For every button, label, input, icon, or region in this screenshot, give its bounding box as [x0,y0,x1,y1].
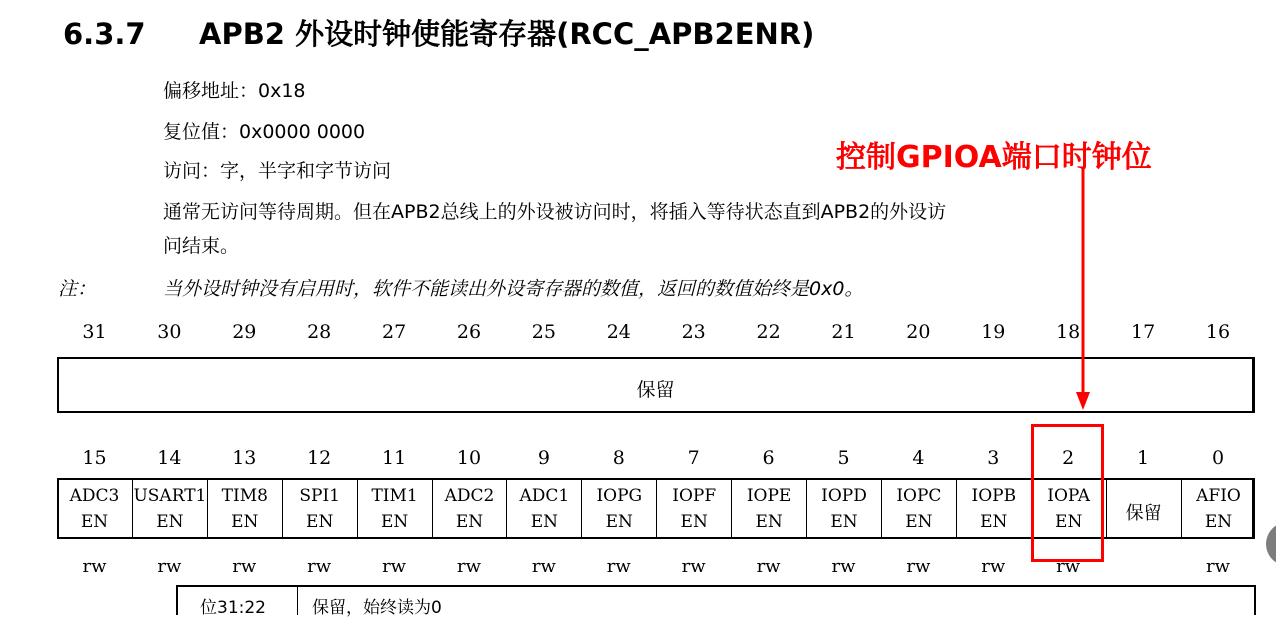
register-field-cell [207,478,282,539]
access-label: rw [681,556,706,577]
bit-number: 10 [456,447,482,469]
register-field-cell [282,478,357,539]
offset-address: 偏移地址：0x18 [163,80,306,102]
bit-number: 21 [831,321,856,343]
field-name: ADC2 [444,486,495,506]
field-name: IOPD [821,486,867,506]
access-type: 访问：字，半字和字节访问 [163,160,392,182]
field-suffix: EN [830,512,858,532]
access-label: rw [307,556,332,577]
register-field-cell [881,478,956,539]
register-field-cell [956,478,1031,539]
access-label: rw [606,556,631,577]
bit-number: 19 [981,321,1006,343]
register-field-cell [432,478,507,539]
bit-number: 12 [307,447,332,469]
bit-number: 24 [606,321,631,343]
field-name: USART1 [133,486,207,506]
bit-number: 15 [82,447,107,469]
bit-range-cell: 位31:22 [200,598,266,618]
bit-number: 25 [531,321,556,343]
iopa-highlight-box [1031,424,1104,562]
access-label: rw [906,556,931,577]
field-suffix: EN [156,512,184,532]
field-name: IOPB [971,486,1017,506]
bit-description-table [176,585,1256,618]
register-field-cell [506,478,581,539]
section-number: 6.3.7 [63,17,146,51]
section-title [63,12,814,53]
field-suffix: EN [306,512,334,532]
access-label: rw [82,556,107,577]
access-label: rw [382,556,407,577]
bit-number: 5 [837,447,850,469]
field-suffix: EN [380,512,409,532]
register-field-cell [731,478,806,539]
reset-value: 复位值：0x0000 0000 [163,121,366,143]
bit-description-cell: 保留，始终读为0 [312,598,442,618]
register-field-cell [1181,478,1256,539]
access-label: rw [157,556,182,577]
field-name: IOPF [672,486,717,506]
bit-number: 3 [987,447,1000,469]
field-suffix: EN [905,512,933,532]
field-name: TIM8 [221,486,268,506]
note-text: 当外设时钟没有启用时，软件不能读出外设寄存器的数值，返回的数值始终是0x0。 [163,278,864,300]
bit-number: 22 [756,321,781,343]
bit-number: 16 [1205,321,1231,343]
field-suffix: EN [980,512,1008,532]
field-name: IOPG [596,486,643,506]
bit-number: 13 [232,447,257,469]
register-field-cell [806,478,881,539]
access-label: rw [981,556,1006,577]
field-name: SPI1 [299,486,340,506]
field-name: TIM1 [371,486,418,506]
field-suffix: EN [1055,512,1083,532]
field-name: AFIO [1196,486,1241,506]
bit-number: 2 [1062,447,1075,469]
bit-number: 7 [687,447,700,469]
bit-number: 27 [382,321,407,343]
field-reserved-label: 保留 [1125,503,1162,524]
bit-number: 29 [232,321,257,343]
field-suffix: EN [605,512,633,532]
field-name: IOPC [896,486,942,506]
field-suffix: EN [80,512,109,532]
bit-number: 14 [157,447,182,469]
bit-number: 11 [382,447,407,469]
access-label: rw [456,556,481,577]
scroll-circle-icon[interactable] [1266,522,1276,566]
register-field-cell [57,478,132,539]
bit-number: 30 [157,321,182,343]
field-suffix: EN [530,512,559,532]
field-suffix: EN [455,512,484,532]
access-label: rw [831,556,856,577]
bit-number: 9 [537,447,550,469]
bit-number: 31 [82,321,107,343]
section-heading-text: APB2 外设时钟使能寄存器(RCC_APB2ENR) [199,17,815,51]
access-label: rw [1056,556,1081,577]
annotation-label: 控制GPIOA端口时钟位 [836,140,1152,175]
field-name: ADC1 [519,486,570,506]
wait-state-line-2: 问结束。 [163,235,240,257]
register-field-cell [1106,478,1181,539]
bit-number: 6 [762,447,775,469]
bit-number: 17 [1131,321,1156,343]
field-suffix: EN [1204,512,1233,532]
field-name: IOPA [1047,486,1091,506]
bit-number: 18 [1056,321,1081,343]
bit-number: 8 [612,447,625,469]
table-divider [297,587,298,615]
bit-number: 4 [912,447,925,469]
bit-number: 0 [1211,447,1225,469]
field-name: IOPE [746,486,792,506]
register-field-cell [656,478,731,539]
bit-number: 20 [906,321,931,343]
access-label: rw [531,556,556,577]
access-label: rw [756,556,781,577]
access-label: rw [1205,556,1230,577]
field-suffix: EN [680,512,708,532]
register-field-cell [357,478,432,539]
field-name: ADC3 [69,486,120,506]
field-suffix: EN [231,512,259,532]
register-field-cell [581,478,656,539]
bit-number: 28 [307,321,332,343]
note-label: 注： [58,278,97,300]
wait-state-line-1: 通常无访问等待周期。但在APB2总线上的外设被访问时，将插入等待状态直到APB2的外设访 [163,201,947,223]
bit-number: 23 [681,321,706,343]
access-label: rw [232,556,257,577]
field-suffix: EN [755,512,783,532]
register-field-cell [132,478,207,539]
bit-number: 1 [1137,447,1150,469]
arrow-down-icon [1076,168,1090,410]
upper-reserved-label: 保留 [636,379,675,401]
bit-number: 26 [456,321,482,343]
